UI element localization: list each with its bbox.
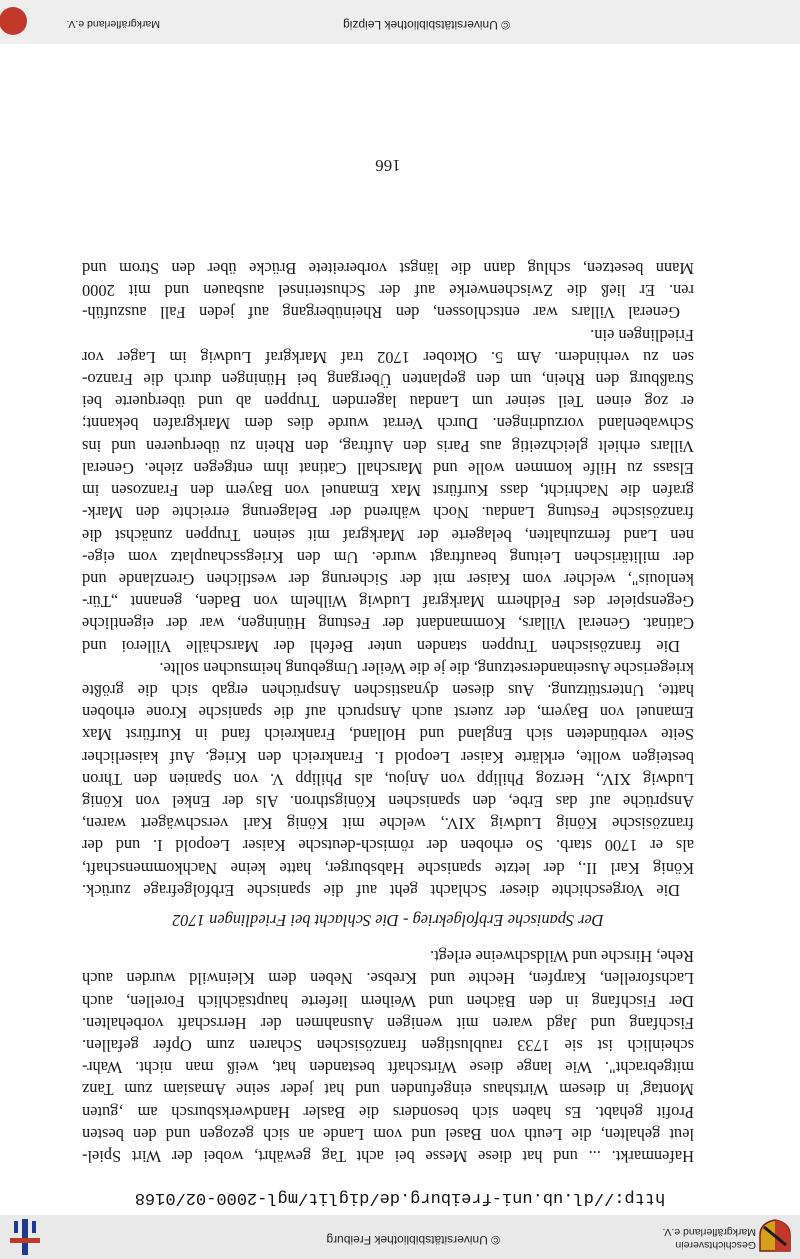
text-line: Lachsforellen, Karpfen, Hechte und Krebse. Neben dem Kleinwild wurden auch xyxy=(82,969,694,989)
section-heading: Der Spanische Erbfolgekrieg - Die Schlacht bei Friedlingen 1702 xyxy=(172,910,604,930)
text-line: Catinat. General Villars, Kommandant der Festung Hüningen, war der eigentliche xyxy=(82,614,694,634)
text-line: er zog einen Teil seiner um Landau lagernden Truppen ab und überquerte bei xyxy=(82,392,694,412)
text-line: mitgebracht". Wie lange diese Wirtschaft bestanden hat, weiß man nicht. Wahr- xyxy=(82,1058,694,1078)
text-line: kriegerische Auseinandersetzung, die je die Weiler Umgebung heimsuchen sollte. xyxy=(159,658,694,678)
paragraph-french-troops xyxy=(82,323,694,656)
society-name-line2: Markgräflerland e.V. xyxy=(662,1226,756,1238)
library-header-bar xyxy=(0,1215,800,1259)
text-line: ren. Er ließ die Zwischenwerke auf der Schusterinsel ausbauen und mit 2000 xyxy=(82,281,694,301)
text-line: General Villars war entschlossen, den Rheinübergang auf jeden Fall auszufüh- xyxy=(82,303,680,323)
footer-logo-icon xyxy=(0,4,30,38)
text-line: nen Land fernzuhalten, belagerte der Markgraf mit seinen Truppen zunächst die xyxy=(82,525,694,545)
paragraph-villars xyxy=(82,257,694,324)
text-line: kenlouis", welcher vom Kaiser mit der Sicherung der westlichen Grenzlande und xyxy=(82,569,694,589)
text-line: als er 1700 starb. So erhoben der römisch-deutsche Kaiser Leopold I. und der xyxy=(82,836,694,856)
text-line: französische Festung Landau. Noch während der Belagerung erreichte den Mark- xyxy=(82,503,694,523)
text-line: Ludwig XIV., Herzog Philipp von Anjou, als Philipp V. von Spanien den Thron xyxy=(82,769,694,789)
library-footer-bar xyxy=(0,0,800,44)
text-line: Mann besetzen, schlug dann die längst vorbereitete Brücke über den Strom und xyxy=(82,259,694,279)
document-url[interactable]: http://dl.ub.uni-freiburg.de/diglit/mgl-2000-02/0168 xyxy=(134,1188,666,1207)
society-coat-of-arms-icon xyxy=(758,1219,792,1253)
text-line: besteigen wollte, erklärte Kaiser Leopold I. Frankreich den Krieg. Auf kaiserlicher xyxy=(82,747,694,767)
text-line: Elsass zu Hilfe kommen wolle und Marschall Catinat ihm entgegen ziehe. General xyxy=(82,458,694,478)
text-line: leut gehalten, die Leuth von Basel und vom Lande an sich gezogen und den besten xyxy=(82,1124,694,1144)
text-line: Die französischen Truppen standen unter Befehl der Marschälle Villeroi und xyxy=(82,636,680,656)
footer-copyright-notice: © Universitätsbibliothek Leipzig xyxy=(343,18,510,32)
text-line: Seite verbündeten sich England und Holland, Frankreich fand in Kurfürst Max xyxy=(82,725,694,745)
text-line: Montag' in diesem Wirtshaus eingefunden und hat jeder seine Amasiam zum Tanz xyxy=(82,1080,694,1100)
text-line: Rehe, Hirsche und Wildschweine erlegt. xyxy=(430,947,694,967)
text-line: Hafenmarkt. ... und hat diese Messe bei acht Tag gewährt, wobei der Wirt Spiel- xyxy=(82,1147,694,1166)
text-line: der militärischen Leitung beauftragt wurde. Um den Kriegsschauplatz vom eige- xyxy=(82,547,694,567)
page-text-block xyxy=(82,257,694,1167)
text-line: Fischfang und Jagd waren mit wenigen Ausnahmen der Herrschaft vorbehalten. xyxy=(82,1013,694,1033)
text-line: grafen die Nachricht, dass Kurfürst Max Emanuel von Bayern den Franzosen im xyxy=(82,481,694,501)
society-name xyxy=(662,1225,756,1251)
text-line: Ansprüche auf das Erbe, den spanischen Königsthron. Als der Enkel von König xyxy=(82,791,694,811)
text-line: scheinlich ist sie 1733 raublustigen französischen Scharen zum Opfer gefallen. xyxy=(82,1035,694,1055)
text-line: französische König Ludwig XIV., welche mit König Karl verschwägert waren, xyxy=(82,814,694,834)
text-line: Gegenspieler des Feldherrn Markgraf Ludwig Wilhelm von Baden, genannt „Tür- xyxy=(82,592,694,612)
text-line: Friedlingen ein. xyxy=(590,325,694,345)
page-number: 166 xyxy=(375,156,401,175)
text-line: Die Vorgeschichte dieser Schlacht geht auf die spanische Erbfolgefrage zurück. xyxy=(82,880,680,900)
society-name-line1: Geschichtsverein xyxy=(675,1239,756,1251)
footer-society-name: Markgräflerland e.V. xyxy=(66,18,160,30)
text-line: hatte, Unterstützung. Aus diesen dynastischen Ansprüchen ergab sich die größte xyxy=(82,680,694,700)
text-line: Villars erhielt gleichzeitig aus Paris den Auftrag, den Rhein zu überqueren und ins xyxy=(82,436,694,456)
text-line: sen zu verhindern. Am 5. Oktober 1702 traf Markgraf Ludwig im Lager vor xyxy=(82,347,694,367)
text-line: Straßburg den Rhein, um den geplanten Übergang bei Hüningen durch die Franzo- xyxy=(82,370,694,390)
university-library-logo-icon xyxy=(10,1219,40,1255)
copyright-notice: © Universitätsbibliothek Freiburg xyxy=(326,1233,500,1247)
text-line: Schwabenland vorzudringen. Durch Verrat wurde dies dem Markgrafen bekannt; xyxy=(82,414,694,434)
text-line: Emanuel von Bayern, der zuerst auch Anspruch auf die spanische Krone erhoben xyxy=(82,703,694,723)
text-line: Profit gehabt. Es haben sich besonders die Basler Handwerksbursch am ‚guten xyxy=(82,1102,694,1122)
paragraph-background xyxy=(82,657,694,901)
text-line: Der Fischfang in den Bächen und Weihern lieferte hauptsächlich Forellen, auch xyxy=(82,991,694,1011)
text-line: König Karl II., der letzte spanische Habsburger, hatte keine Nachkommenschaft, xyxy=(82,858,694,878)
paragraph-fishing xyxy=(82,945,694,1167)
